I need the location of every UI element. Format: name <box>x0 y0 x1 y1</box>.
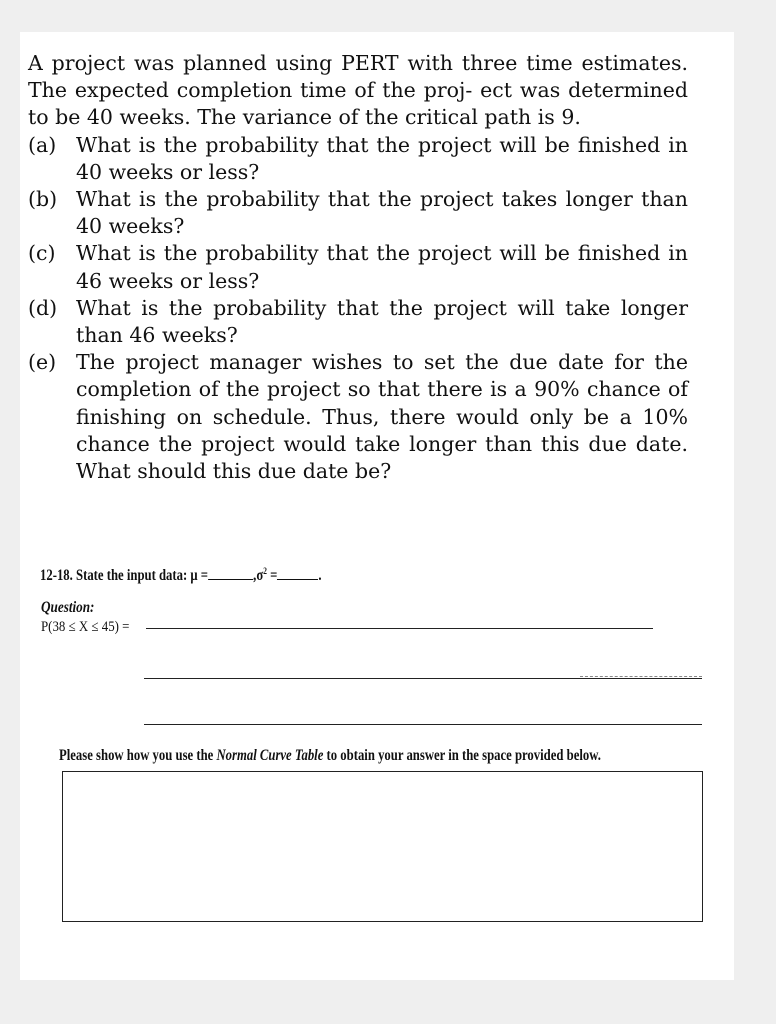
answer-line-2[interactable] <box>144 678 702 679</box>
mu-label: μ = <box>190 567 209 585</box>
sigma-label: σ <box>256 567 264 585</box>
part-c-text: What is the probability that the project will be finished in 46 weeks or less? <box>76 241 688 293</box>
instruction-pre: Please show how you use the <box>59 747 217 764</box>
problem-number: 12-18. <box>40 567 73 585</box>
work-space-box[interactable] <box>62 771 703 922</box>
part-c-letter: (c) <box>28 241 56 266</box>
answer-line-3[interactable] <box>144 724 702 725</box>
mu-answer-blank[interactable] <box>208 567 253 580</box>
problem-intro: A project was planned using PERT with three time estimates. The expected completion time of the proj- ect was determined to be 40 weeks. The variance of the critical path is 9. <box>28 51 688 130</box>
worksheet-page <box>20 32 734 980</box>
part-d-text: What is the probability that the project will take longer than 46 weeks? <box>76 295 688 348</box>
sigma-exponent: 2 <box>263 566 267 576</box>
part-a-text: What is the probability that the project will be finished in 40 weeks or less? <box>76 132 688 184</box>
answer-line-1[interactable] <box>146 628 653 629</box>
input-prompt: State the input data: <box>76 567 188 585</box>
answer-line-2-faint <box>580 676 702 677</box>
instruction-text <box>59 747 720 765</box>
input-data-row: 12-18. State the input data: $\mu = ,\sigma^2$ = . <box>40 566 322 585</box>
part-b-text: What is the probability that the project takes longer than 40 weeks? <box>76 187 688 239</box>
part-d-letter: (d) <box>28 295 58 320</box>
question-label: Question: <box>41 599 95 616</box>
part-b-letter: (b) <box>28 187 58 212</box>
probability-expression: P(38 ≤ X ≤ 45) = <box>41 619 130 635</box>
normal-curve-table-ref: Normal Curve Table <box>216 747 324 764</box>
part-a-letter: (a) <box>28 132 57 157</box>
instruction-post: to obtain your answer in the space provided below. <box>323 747 601 764</box>
part-e-text: The project manager wishes to set the due date for the completion of the project so that there is a 90% chance of finishing on schedule. Thus, there would only be a 10% chance the project would take longer than this due date. What should this due date be? <box>76 350 688 484</box>
part-e-letter: (e) <box>28 350 57 375</box>
sigma-equals: = <box>266 567 278 585</box>
answer-form <box>20 32 734 980</box>
variance-answer-blank[interactable] <box>277 567 318 580</box>
